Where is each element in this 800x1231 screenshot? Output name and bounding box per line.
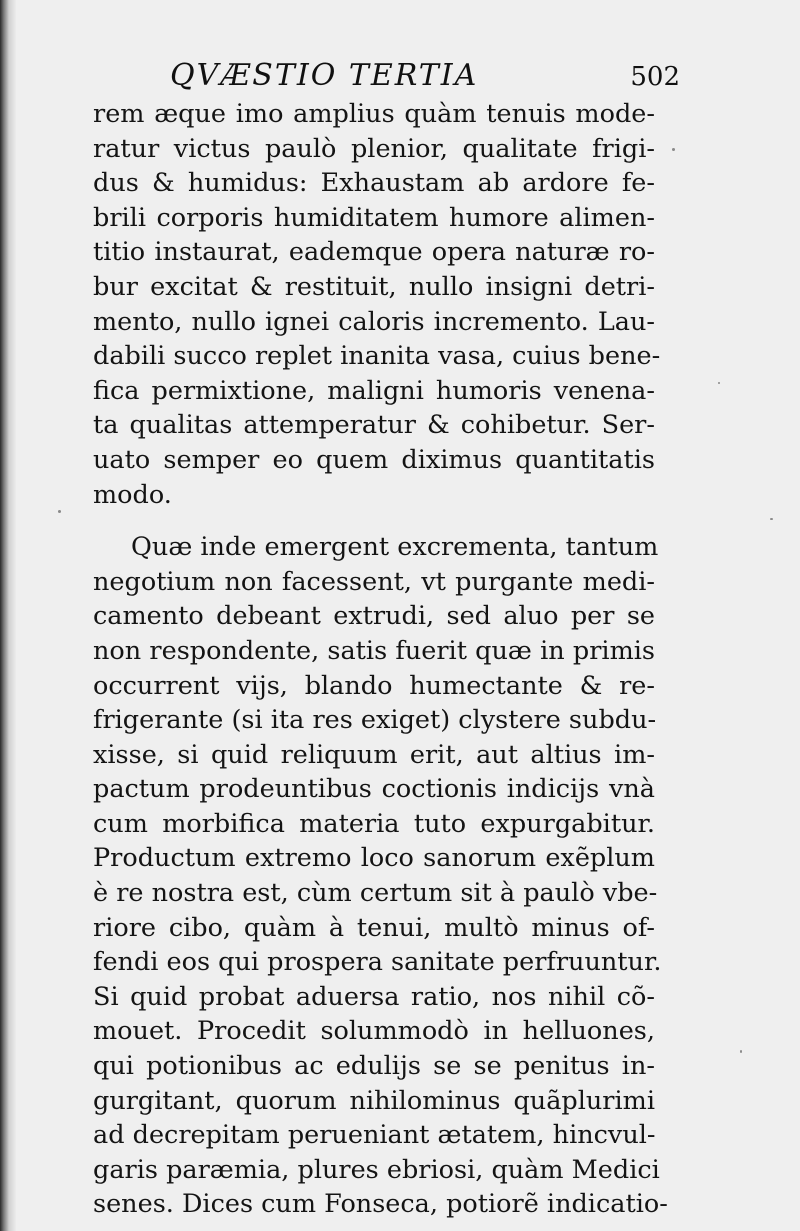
paper-speck [770, 518, 773, 520]
paragraph-2 [93, 530, 668, 1222]
text-line: pactum prodeuntibus coctionis indicijs vnà [93, 774, 655, 805]
text-line: camento debeant extrudi, sed aluo per se [93, 601, 655, 632]
text-line: gurgitant, quorum nihilominus quãplurimi [93, 1085, 655, 1116]
text-line: non respondente, satis fuerit quæ in primis [93, 635, 655, 666]
body-text [93, 97, 668, 1222]
text-line: ratur victus paulò plenior, qualitate frigi- [93, 133, 655, 164]
text-line: qui potionibus ac edulijs se se penitus in- [93, 1051, 655, 1082]
text-line: Quæ inde emergent excrementa, tantum [131, 532, 659, 563]
text-line: Si quid probat aduersa ratio, nos nihil cõ- [93, 981, 655, 1012]
header-title: QVÆSTIO TERTIA [170, 58, 479, 93]
text-line: è re nostra est, cùm certum sit à paulò vbe- [93, 878, 658, 909]
text-line: frigerante (si ita res exiget) clystere subdu- [93, 705, 657, 736]
text-line: dabili succo replet inanita vasa, cuius bene- [93, 341, 661, 372]
text-line: cum morbifica materia tuto expurgabitur. [93, 808, 655, 839]
text-line: Productum extremo loco sanorum exẽplum [93, 843, 655, 874]
text-line: mouet. Procedit solummodò in helluones, [93, 1016, 655, 1047]
running-head [90, 58, 680, 98]
text-line: ad decrepitam perueniant ætatem, hincvul- [93, 1120, 656, 1151]
paper-speck [718, 382, 720, 384]
text-line: garis paræmia, plures ebriosi, quàm Medici [93, 1154, 660, 1185]
text-line: riore cibo, quàm à tenui, multò minus of- [93, 912, 655, 943]
text-line: occurrent vijs, blando humectante & re- [93, 670, 655, 701]
text-line: ta qualitas attemperatur & cohibetur. Ser- [93, 410, 655, 441]
text-line: rem æque imo amplius quàm tenuis mode- [93, 99, 655, 129]
text-line: senes. Dices cum Fonseca, potiorẽ indicatio- [93, 1189, 668, 1220]
text-line: fendi eos qui prospera sanitate perfruuntur. [93, 947, 662, 978]
page-number: 502 [630, 62, 680, 92]
paper-speck [672, 148, 675, 151]
text-line: uato semper eo quem diximus quantitatis [93, 444, 655, 475]
page-binding-edge [0, 0, 16, 1231]
text-line: negotium non facessent, vt purgante medi- [93, 566, 655, 597]
paper-speck [740, 1050, 742, 1053]
text-line: bur excitat & restituit, nullo insigni detri- [93, 271, 655, 302]
text-line: titio instaurat, eademque opera naturæ ro- [93, 237, 655, 268]
text-line: mento, nullo ignei caloris incremento. Lau- [93, 306, 655, 337]
text-line: modo. [93, 479, 172, 510]
text-line: xisse, si quid reliquum erit, aut altius im- [93, 739, 655, 770]
paragraph-1 [93, 97, 661, 512]
paper-speck [58, 510, 61, 513]
text-line: brili corporis humiditatem humore alimen- [93, 202, 655, 233]
text-line: dus & humidus: Exhaustam ab ardore fe- [93, 168, 655, 199]
text-line: fica permixtione, maligni humoris venena- [93, 375, 655, 406]
